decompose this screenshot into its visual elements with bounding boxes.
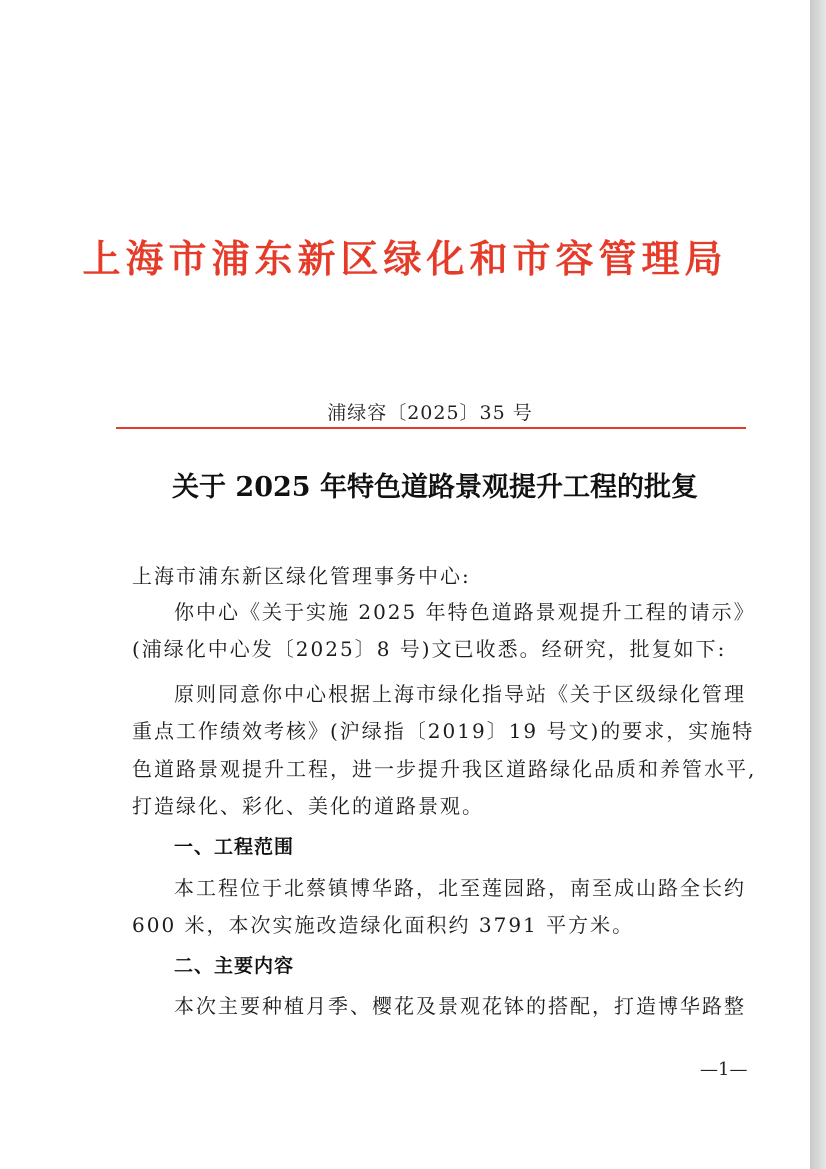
page-number: —1— — [700, 1059, 748, 1080]
section-1-heading: 一、工程范围 — [174, 836, 295, 858]
paragraph-1-line-1: 你中心《关于实施 2025 年特色道路景观提升工程的请示》 — [174, 600, 756, 624]
addressee: 上海市浦东新区绿化管理事务中心: — [132, 564, 471, 588]
paragraph-2-line-2: 重点工作绩效考核》(沪绿指〔2019〕19 号文)的要求，实施特 — [132, 719, 755, 743]
section-1-line-2: 600 米，本次实施改造绿化面积约 3791 平方米。 — [132, 913, 635, 937]
header-divider-line — [116, 427, 746, 429]
paragraph-2-line-3: 色道路景观提升工程，进一步提升我区道路绿化品质和养管水平, — [132, 757, 757, 781]
document-number: 浦绿容〔2025〕35 号 — [327, 402, 533, 424]
paragraph-2-line-4: 打造绿化、彩化、美化的道路景观。 — [132, 794, 484, 818]
section-1-line-1: 本工程位于北蔡镇博华路，北至莲园路，南至成山路全长约 — [174, 876, 746, 900]
section-2-heading: 二、主要内容 — [174, 955, 295, 977]
issuing-organization-header: 上海市浦东新区绿化和市容管理局 — [82, 237, 728, 281]
section-2-line-1: 本次主要种植月季、樱花及景观花钵的搭配，打造博华路整 — [174, 994, 746, 1018]
paragraph-1-line-2: (浦绿化中心发〔2025〕8 号)文已收悉。经研究，批复如下: — [132, 637, 727, 661]
page-edge-shadow — [810, 0, 826, 1169]
document-title: 关于 2025 年特色道路景观提升工程的批复 — [172, 472, 698, 503]
paragraph-2-line-1: 原则同意你中心根据上海市绿化指导站《关于区级绿化管理 — [174, 682, 746, 706]
